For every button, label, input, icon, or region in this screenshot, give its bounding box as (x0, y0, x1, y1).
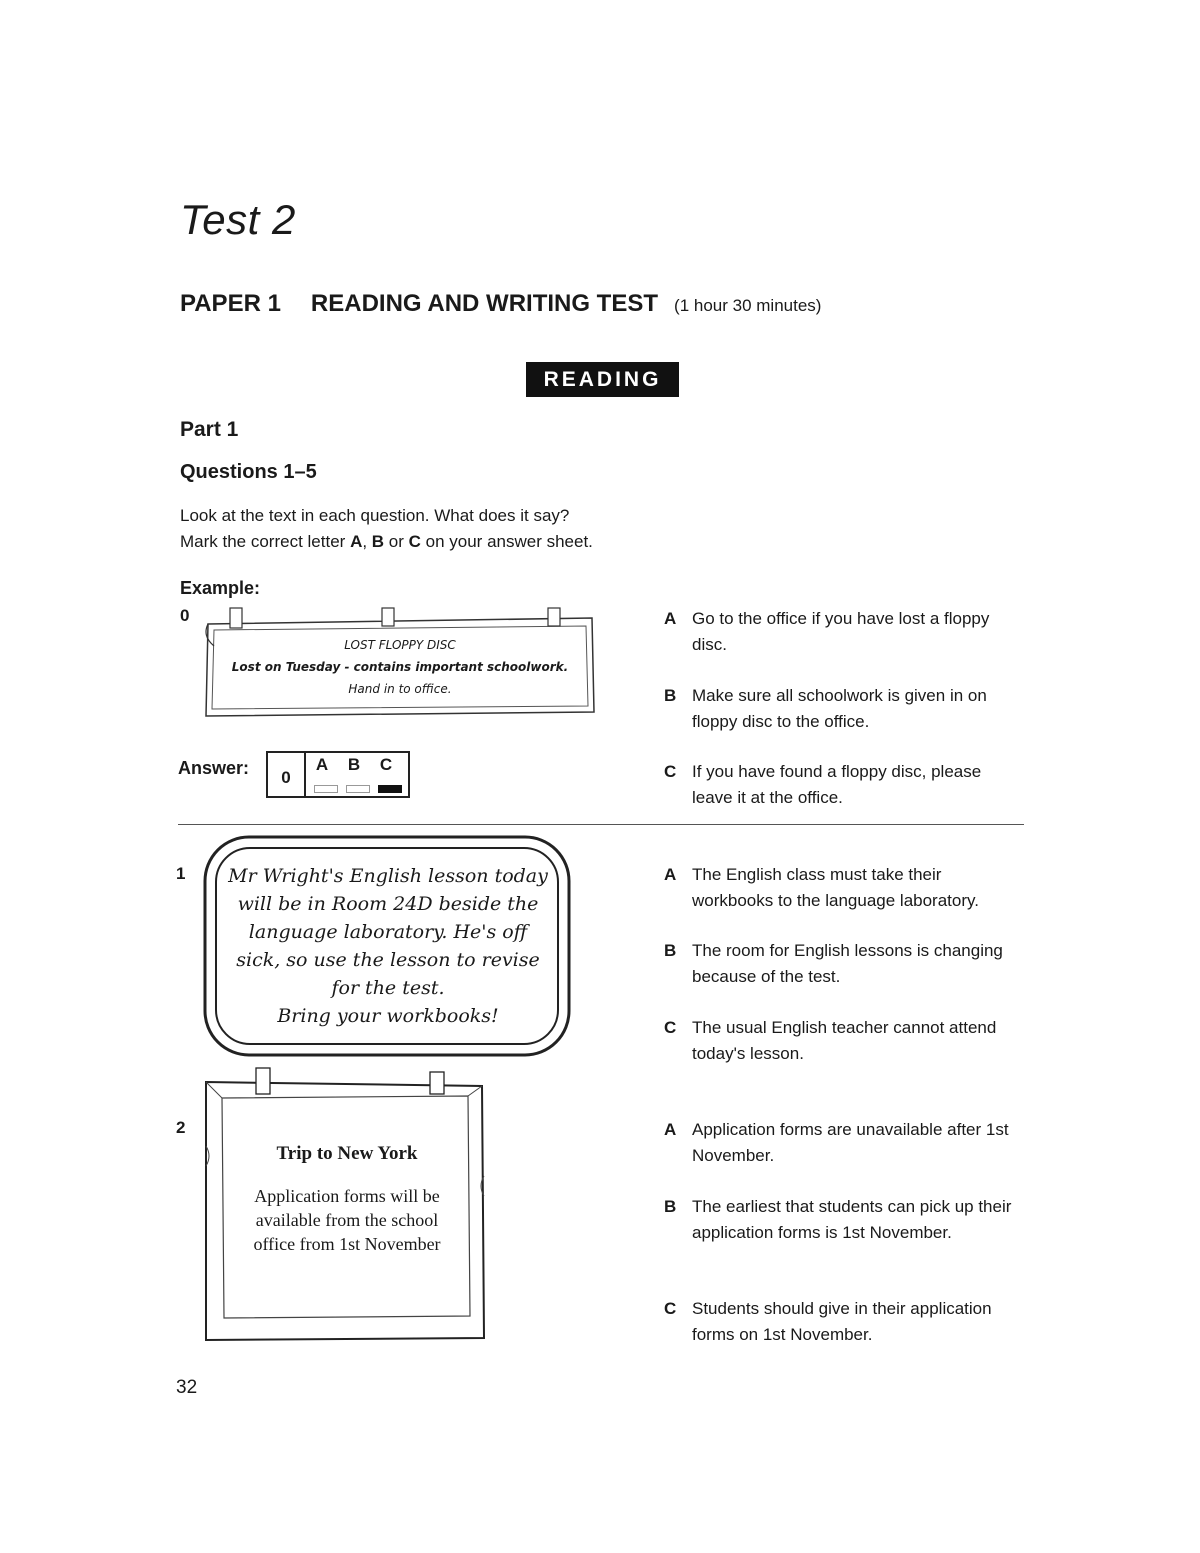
instruction-line-1: Look at the text in each question. What does it say? (180, 506, 570, 525)
notice-line: will be in Room 24D beside the (237, 893, 539, 915)
example-number: 0 (180, 606, 190, 625)
question-2-notice (226, 1140, 468, 1256)
page-number: 32 (176, 1377, 198, 1398)
notice-line: available from the school (255, 1210, 439, 1230)
part-heading: Part 1 (180, 418, 239, 441)
example-notice (216, 634, 584, 700)
example-notice-line-1: Lost on Tuesday - contains important schoolwork. (231, 660, 569, 674)
instruction-line-2: Mark the correct letter A, B or C on your answer sheet. (180, 532, 593, 551)
question-2-option-b: B The earliest that students can pick up their application forms is 1st November. (664, 1197, 1012, 1242)
paper-name: READING AND WRITING TEST (310, 290, 659, 317)
answer-box (266, 751, 410, 798)
paper-duration: (1 hour 30 minutes) (674, 296, 822, 315)
answer-label: Answer: (178, 758, 250, 778)
divider (178, 824, 1024, 825)
paper-label: PAPER 1 (180, 290, 281, 317)
question-1-option-c: C The usual English teacher cannot attend today's lesson. (664, 1018, 997, 1063)
question-1-number: 1 (176, 864, 186, 883)
question-1-option-b: B The room for English lessons is changing because of the test. (664, 941, 1003, 986)
test-title: Test 2 (180, 196, 296, 243)
notice-line: sick, so use the lesson to revise (236, 949, 540, 971)
paper-heading (180, 290, 821, 318)
notice-line: office from 1st November (253, 1234, 441, 1254)
answer-mark-c[interactable] (378, 785, 402, 793)
instructions (180, 503, 593, 555)
question-1-notice (214, 862, 562, 1030)
answer-letter-b: B (347, 755, 361, 774)
example-option-a: A Go to the office if you have lost a floppy disc. (664, 609, 990, 654)
question-2-number: 2 (176, 1118, 186, 1137)
questions-heading: Questions 1–5 (180, 461, 317, 483)
question-2-option-a: A Application forms are unavailable after 1st November. (664, 1120, 1009, 1165)
answer-number: 0 (268, 753, 306, 796)
section-banner: READING (526, 362, 679, 397)
answer-mark-a[interactable] (314, 785, 338, 793)
question-1-option-a: A The English class must take their workbooks to the language laboratory. (664, 865, 979, 910)
answer-letter-c: C (379, 755, 393, 774)
example-option-c: C If you have found a floppy disc, please leave it at the office. (664, 762, 982, 807)
question-2-notice-title: Trip to New York (276, 1143, 418, 1164)
notice-line: Bring your workbooks! (277, 1005, 499, 1027)
question-2-option-c: C Students should give in their application forms on 1st November. (664, 1299, 992, 1344)
notice-line: Mr Wright's English lesson today (228, 865, 548, 887)
example-notice-title: LOST FLOPPY DISC (344, 638, 456, 652)
answer-mark-b[interactable] (346, 785, 370, 793)
example-option-b: B Make sure all schoolwork is given in on floppy disc to the office. (664, 686, 987, 731)
notice-line: for the test. (331, 977, 445, 999)
example-notice-line-2: Hand in to office. (348, 682, 452, 696)
answer-letter-a: A (315, 755, 329, 774)
answer-letters (306, 755, 408, 775)
example-label: Example: (180, 578, 261, 598)
notice-line: language laboratory. He's off (248, 921, 528, 943)
notice-line: Application forms will be (254, 1186, 440, 1206)
